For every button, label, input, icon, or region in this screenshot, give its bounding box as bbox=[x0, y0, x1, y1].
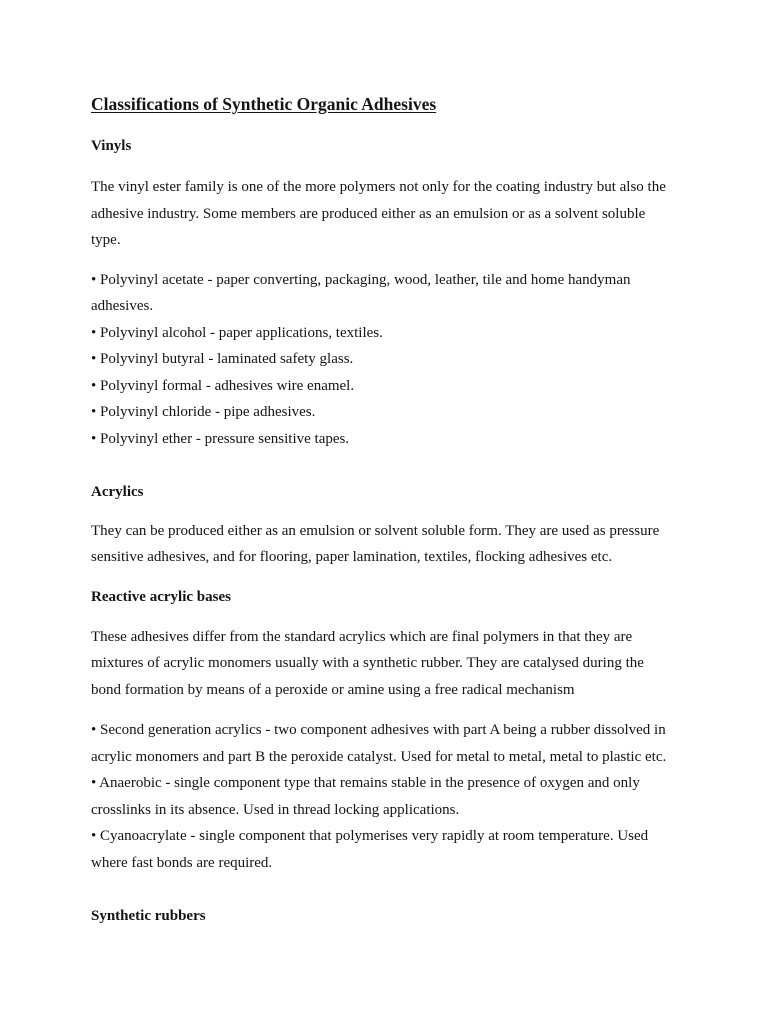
bullet-item-line: • Polyvinyl butyral - laminated safety glass. bbox=[91, 351, 354, 367]
bullet-item-line: • Polyvinyl ether - pressure sensitive tapes. bbox=[91, 431, 350, 447]
paragraph-line: They can be produced either as an emulsion or solvent soluble form. They are used as pressure bbox=[91, 523, 660, 539]
bullet-item-line: • Polyvinyl chloride - pipe adhesives. bbox=[91, 404, 316, 420]
section-heading-reactive-acrylic-bases: Reactive acrylic bases bbox=[91, 589, 231, 605]
section-heading-vinyls: Vinyls bbox=[91, 138, 132, 154]
bullet-item-line: where fast bonds are required. bbox=[91, 855, 273, 871]
paragraph-line: bond formation by means of a peroxide or amine using a free radical mechanism bbox=[91, 682, 575, 698]
paragraph-line: mixtures of acrylic monomers usually with a synthetic rubber. They are catalysed during the bbox=[91, 655, 644, 671]
paragraph-line: These adhesives differ from the standard acrylics which are final polymers in that they are bbox=[91, 629, 633, 645]
bullet-item-line: adhesives. bbox=[91, 298, 154, 314]
bullet-item-line: • Second generation acrylics - two component adhesives with part A being a rubber dissolved in bbox=[91, 722, 666, 738]
paragraph-line: The vinyl ester family is one of the more polymers not only for the coating industry but also the bbox=[91, 179, 666, 195]
bullet-item-line: • Polyvinyl alcohol - paper applications, textiles. bbox=[91, 325, 383, 341]
bullet-item-line: • Cyanoacrylate - single component that polymerises very rapidly at room temperature. Used bbox=[91, 828, 649, 844]
paragraph-line: sensitive adhesives, and for flooring, paper lamination, textiles, flocking adhesives etc. bbox=[91, 549, 613, 565]
section-heading-acrylics: Acrylics bbox=[91, 484, 144, 500]
bullet-item-line: crosslinks in its absence. Used in thread locking applications. bbox=[91, 802, 460, 818]
bullet-item-line: acrylic monomers and part B the peroxide catalyst. Used for metal to metal, metal to plastic etc. bbox=[91, 749, 667, 765]
paragraph-line: adhesive industry. Some members are produced either as an emulsion or as a solvent soluble bbox=[91, 206, 646, 222]
bullet-item-line: • Polyvinyl formal - adhesives wire enamel. bbox=[91, 378, 355, 394]
bullet-item-line: • Anaerobic - single component type that remains stable in the presence of oxygen and only bbox=[91, 775, 640, 791]
section-heading-synthetic-rubbers: Synthetic rubbers bbox=[91, 908, 206, 924]
bullet-item-line: • Polyvinyl acetate - paper converting, packaging, wood, leather, tile and home handyman bbox=[91, 272, 631, 288]
paragraph-line: type. bbox=[91, 232, 121, 248]
document-title: Classifications of Synthetic Organic Adhesives bbox=[91, 94, 437, 114]
